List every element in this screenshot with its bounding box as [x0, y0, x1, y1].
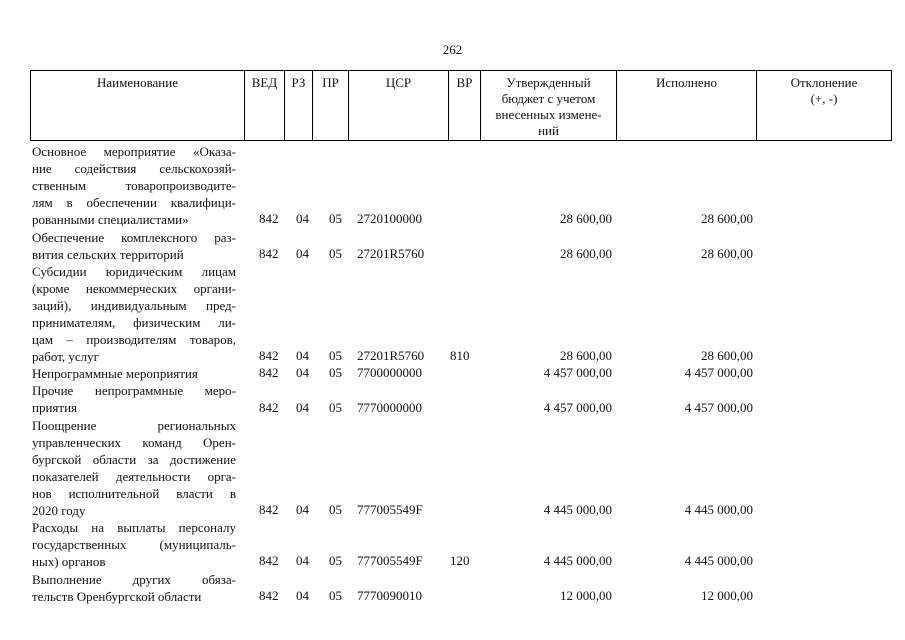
- row-name: [32, 519, 236, 570]
- row-name-line: рованными специалистами»: [32, 212, 189, 227]
- row-name-line: работ, услуг: [32, 348, 100, 364]
- row-name-line: Субсидии юридическим лицам: [32, 263, 236, 279]
- row-ved: 842: [259, 245, 279, 261]
- row-approved: 28 600,00: [560, 348, 612, 364]
- row-ved: 842: [259, 587, 279, 603]
- col-header-name: [30, 71, 244, 141]
- row-name: [32, 263, 236, 365]
- row-ved: 842: [259, 553, 279, 569]
- page-number: 262: [442, 42, 463, 57]
- row-name-line: государственных (муниципаль-: [32, 537, 236, 553]
- row-pr: 05: [329, 365, 342, 381]
- col-header-executed-label: Исполнено: [655, 75, 718, 90]
- col-header-deviation: [756, 71, 892, 141]
- row-ved: 842: [259, 211, 279, 227]
- row-name-line: Прочие непрограммные меро-: [32, 383, 236, 399]
- col-header-approved-line1: Утвержденный: [506, 75, 591, 90]
- row-approved: 28 600,00: [560, 211, 612, 227]
- row-rz: 04: [296, 245, 309, 261]
- row-csr: 27201R5760: [357, 245, 425, 261]
- row-name-line: приятия: [32, 400, 78, 416]
- row-approved: 4 445 000,00: [543, 553, 612, 569]
- row-pr: 05: [329, 245, 342, 261]
- row-pr: 05: [329, 587, 342, 603]
- row-approved: 4 445 000,00: [543, 502, 612, 518]
- row-name-line: заций), индивидуальным пред-: [32, 297, 236, 313]
- col-header-pr-label: ПР: [322, 75, 339, 90]
- col-header-csr: [348, 71, 448, 141]
- col-header-csr-label: ЦСР: [385, 75, 412, 90]
- row-csr: 2720100000: [357, 211, 422, 227]
- row-name-line: Основное мероприятие «Оказа-: [32, 144, 236, 159]
- row-ved: 842: [259, 502, 279, 518]
- row-rz: 04: [296, 399, 309, 415]
- row-name-line: показателей деятельности орга-: [32, 468, 236, 484]
- row-rz: 04: [296, 502, 309, 518]
- col-header-approved: [480, 71, 616, 141]
- row-rz: 04: [296, 365, 309, 381]
- row-executed: 28 600,00: [701, 211, 753, 227]
- row-rz: 04: [296, 587, 309, 603]
- col-header-approved-line2: бюджет с учетом: [501, 91, 596, 106]
- row-vr: 120: [450, 553, 470, 569]
- row-name-line: лям в обеспечении квалифици-: [32, 195, 236, 210]
- row-executed: 4 445 000,00: [684, 553, 753, 569]
- col-header-executed: [616, 71, 756, 141]
- row-executed: 12 000,00: [701, 587, 753, 603]
- row-name: [32, 382, 236, 416]
- row-name-line: ственным товаропроизводите-: [32, 178, 236, 193]
- row-ved: 842: [259, 399, 279, 415]
- row-ved: 842: [259, 348, 279, 364]
- row-executed: 4 457 000,00: [684, 365, 753, 381]
- col-header-pr: [312, 71, 348, 141]
- row-name: [32, 143, 236, 228]
- col-header-deviation-line1: Отклонение: [790, 75, 858, 90]
- col-header-rz-label: РЗ: [291, 75, 306, 90]
- row-rz: 04: [296, 211, 309, 227]
- row-csr: 7770090010: [357, 587, 422, 603]
- row-approved: 4 457 000,00: [543, 399, 612, 415]
- row-executed: 28 600,00: [701, 348, 753, 364]
- row-csr: 777005549F: [357, 553, 423, 569]
- row-name-line: Расходы на выплаты персоналу: [32, 520, 236, 536]
- row-name-line: (кроме некоммерческих органи-: [32, 280, 236, 296]
- row-rz: 04: [296, 348, 309, 364]
- row-name-line: 2020 году: [32, 502, 86, 518]
- col-header-ved-label: ВЕД: [251, 75, 278, 90]
- row-executed: 4 445 000,00: [684, 502, 753, 518]
- col-header-deviation-line2: (+, -): [810, 91, 838, 106]
- row-name-line: управленческих команд Орен-: [32, 434, 236, 450]
- row-name: [32, 365, 236, 382]
- col-header-rz: [284, 71, 312, 141]
- row-pr: 05: [329, 211, 342, 227]
- row-approved: 4 457 000,00: [543, 365, 612, 381]
- col-header-vr: [448, 71, 480, 141]
- row-vr: 810: [450, 348, 470, 364]
- row-executed: 4 457 000,00: [684, 399, 753, 415]
- row-name-line: Обеспечение комплексного раз-: [32, 229, 236, 245]
- row-csr: 7700000000: [357, 365, 422, 381]
- col-header-approved-line3: внесенных измене-: [495, 107, 602, 122]
- row-name-line: бургской области за достижение: [32, 451, 236, 467]
- row-approved: 28 600,00: [560, 245, 612, 261]
- row-pr: 05: [329, 348, 342, 364]
- row-pr: 05: [329, 553, 342, 569]
- row-rz: 04: [296, 553, 309, 569]
- row-name: [32, 571, 236, 605]
- row-name-line: цам – производителям товаров,: [32, 331, 236, 347]
- col-header-name-label: Наименование: [97, 75, 178, 90]
- row-executed: 28 600,00: [701, 245, 753, 261]
- row-csr: 7770000000: [357, 399, 422, 415]
- table-header: [30, 70, 892, 141]
- row-approved: 12 000,00: [560, 587, 612, 603]
- row-name: [32, 229, 236, 263]
- row-name-line: Выполнение других обяза-: [32, 571, 236, 587]
- row-name-line: Поощрение региональных: [32, 417, 236, 433]
- row-name-line: ние содействия сельскохозяй-: [32, 161, 236, 176]
- row-name-line: тельств Оренбургской области: [32, 588, 202, 604]
- row-csr: 27201R5760: [357, 348, 425, 364]
- row-name-line: Непрограммные мероприятия: [32, 366, 198, 382]
- row-name-line: ных) органов: [32, 554, 106, 570]
- row-ved: 842: [259, 365, 279, 381]
- row-pr: 05: [329, 399, 342, 415]
- col-header-ved: [244, 71, 284, 141]
- row-name-line: принимателям, физическим ли-: [32, 314, 236, 330]
- col-header-approved-line4: ний: [538, 123, 559, 138]
- row-name: [32, 417, 236, 519]
- row-csr: 777005549F: [357, 502, 423, 518]
- row-name-line: вития сельских территорий: [32, 246, 184, 262]
- row-pr: 05: [329, 502, 342, 518]
- col-header-vr-label: ВР: [456, 75, 473, 90]
- row-name-line: нов исполнительной власти в: [32, 485, 236, 501]
